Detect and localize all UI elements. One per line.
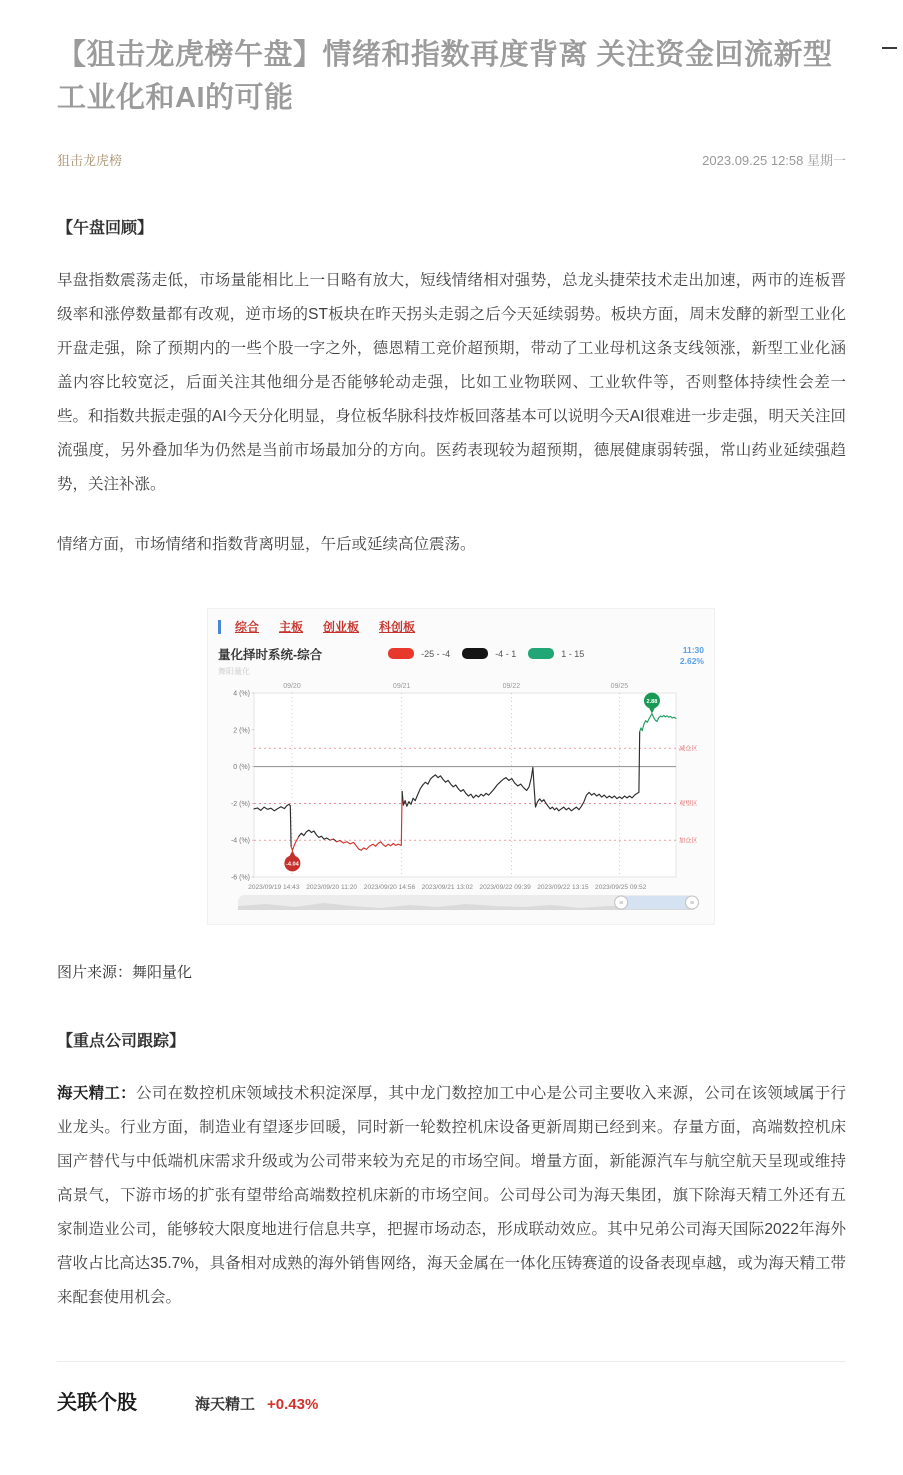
svg-text:2023/09/22 09:39: 2023/09/22 09:39 bbox=[479, 884, 531, 891]
company-paragraph bbox=[57, 1077, 846, 1315]
related-stock-name[interactable]: 海天精工 bbox=[195, 1396, 256, 1413]
svg-text:-4 (%): -4 (%) bbox=[230, 837, 250, 845]
chart-subtitle: 舞阳量化 bbox=[218, 667, 250, 676]
company-name-lead: 海天精工： bbox=[57, 1085, 136, 1102]
recap-paragraph-1: 早盘指数震荡走低，市场量能相比上一日略有放大，短线情绪相对强势，总龙头捷荣技术走出加速，两市的连板晋级率和涨停数量都有改观，逆市场的ST板块在昨天拐头走弱之后今天延续弱势。板块方面，周末发酵的新型工业化开盘走强，除了预期内的一些个股一字之外，德恩精工竞价超预期，带动了工业母机这条支线领涨，新型工业化涵盖内容比较宽泛，后面关注其他细分是否能够轮动走强，比如工业物联网、工业软件等，否则整体持续性会差一些。和指数共振走强的AI今天分化明显，身位板华脉科技炸板回落基本可以说明今天AI很难进一步走强，明天关注回流强度，另外叠加华为仍然是当前市场最加分的方向。医药表现较为超预期，德展健康弱转强，常山药业延续强趋势，关注补涨。 bbox=[57, 272, 846, 493]
svg-text:2 (%): 2 (%) bbox=[233, 727, 250, 735]
svg-text:2023/09/21 13:02: 2023/09/21 13:02 bbox=[421, 884, 473, 891]
legend-swatch-green bbox=[528, 648, 554, 659]
chart-title-block bbox=[218, 645, 322, 677]
chart-current-readout bbox=[680, 645, 704, 667]
svg-text:观望区: 观望区 bbox=[679, 800, 698, 808]
tab-chinext[interactable]: 创业板 bbox=[323, 620, 360, 634]
section-heading-company: 【重点公司跟踪】 bbox=[57, 1033, 186, 1050]
tab-composite[interactable]: 综合 bbox=[235, 620, 260, 634]
source-link[interactable]: 狙击龙虎榜 bbox=[57, 153, 123, 168]
svg-text:≡: ≡ bbox=[689, 899, 695, 907]
svg-text:-6 (%): -6 (%) bbox=[230, 874, 250, 882]
legend-label-black: -4 - 1 bbox=[495, 648, 517, 659]
byline-row bbox=[57, 150, 846, 169]
svg-text:加仓区: 加仓区 bbox=[679, 837, 698, 845]
svg-text:-4.04: -4.04 bbox=[286, 861, 299, 868]
chart-header bbox=[208, 638, 714, 677]
svg-text:09/20: 09/20 bbox=[283, 683, 301, 690]
publish-datetime: 2023.09.25 12:58 星期一 bbox=[702, 153, 846, 168]
quant-chart-widget bbox=[207, 608, 715, 925]
chart-title: 量化择时系统-综合 bbox=[218, 648, 323, 662]
sentiment-line-chart bbox=[210, 679, 712, 915]
legend-label-green: 1 - 15 bbox=[561, 648, 585, 659]
section-divider bbox=[57, 1361, 846, 1362]
article-title: 【狙击龙虎榜午盘】情绪和指数再度背离 关注资金回流新型工业化和AI的可能 bbox=[57, 39, 833, 114]
svg-text:09/25: 09/25 bbox=[610, 683, 629, 690]
svg-text:09/21: 09/21 bbox=[392, 683, 411, 690]
svg-text:2023/09/22 13:15: 2023/09/22 13:15 bbox=[537, 884, 589, 891]
chart-current-time: 11:30 bbox=[682, 645, 704, 655]
chart-tabbar bbox=[208, 609, 714, 638]
related-stocks-row bbox=[57, 1386, 846, 1475]
svg-text:09/22: 09/22 bbox=[502, 683, 521, 690]
legend-swatch-black bbox=[462, 648, 488, 659]
chart-plot-box bbox=[208, 677, 714, 924]
svg-text:-2 (%): -2 (%) bbox=[230, 800, 250, 808]
svg-text:2.88: 2.88 bbox=[646, 698, 658, 705]
legend-swatch-red bbox=[388, 648, 414, 659]
svg-text:2023/09/20 14:56: 2023/09/20 14:56 bbox=[363, 884, 416, 891]
active-tab-indicator bbox=[218, 620, 221, 634]
legend-label-red: -25 - -4 bbox=[421, 648, 451, 659]
svg-text:4 (%): 4 (%) bbox=[233, 690, 250, 698]
related-stocks-heading: 关联个股 bbox=[57, 1392, 137, 1414]
window-minimize-dash bbox=[882, 47, 897, 49]
tab-star-market[interactable]: 科创板 bbox=[379, 620, 416, 634]
company-body-text: 公司在数控机床领域技术积淀深厚，其中龙门数控加工中心是公司主要收入来源，公司在该领域属于行业龙头。行业方面，制造业有望逐步回暖，同时新一轮数控机床设备更新周期已经到来。存量方面，高端数控机床国产替代与中低端机床需求升级或为公司带来较为充足的市场空间。增量方面，新能源汽车与航空航天呈现或维持高景气，下游市场的扩张有望带给高端数控机床新的市场空间。公司母公司为海天集团，旗下除海天精工外还有五家制造业公司，能够较大限度地进行信息共享，把握市场动态，形成联动效应。其中兄弟公司海天国际2022年海外营收占比高达35.7%，具备相对成熟的海外销售网络，海天金属在一体化压铸赛道的设备表现卓越，或为海天精工带来配套使用机会。 bbox=[57, 1085, 846, 1306]
svg-text:2023/09/20 11:20: 2023/09/20 11:20 bbox=[306, 884, 358, 891]
related-stock-change[interactable]: +0.43% bbox=[267, 1396, 319, 1413]
image-caption: 图片来源：舞阳量化 bbox=[57, 964, 193, 981]
svg-text:2023/09/25 09:52: 2023/09/25 09:52 bbox=[595, 884, 647, 891]
svg-text:减仓区: 减仓区 bbox=[679, 745, 698, 753]
svg-text:0 (%): 0 (%) bbox=[233, 764, 250, 772]
section-heading-recap: 【午盘回顾】 bbox=[57, 220, 154, 237]
tab-main-board[interactable]: 主板 bbox=[279, 620, 304, 634]
chart-legend bbox=[388, 648, 589, 659]
chart-current-value: 2.62% bbox=[679, 656, 704, 667]
recap-paragraph-2: 情绪方面，市场情绪和指数背离明显，午后或延续高位震荡。 bbox=[57, 536, 476, 553]
svg-text:2023/09/19 14:43: 2023/09/19 14:43 bbox=[248, 884, 300, 891]
svg-text:≡: ≡ bbox=[619, 899, 624, 907]
